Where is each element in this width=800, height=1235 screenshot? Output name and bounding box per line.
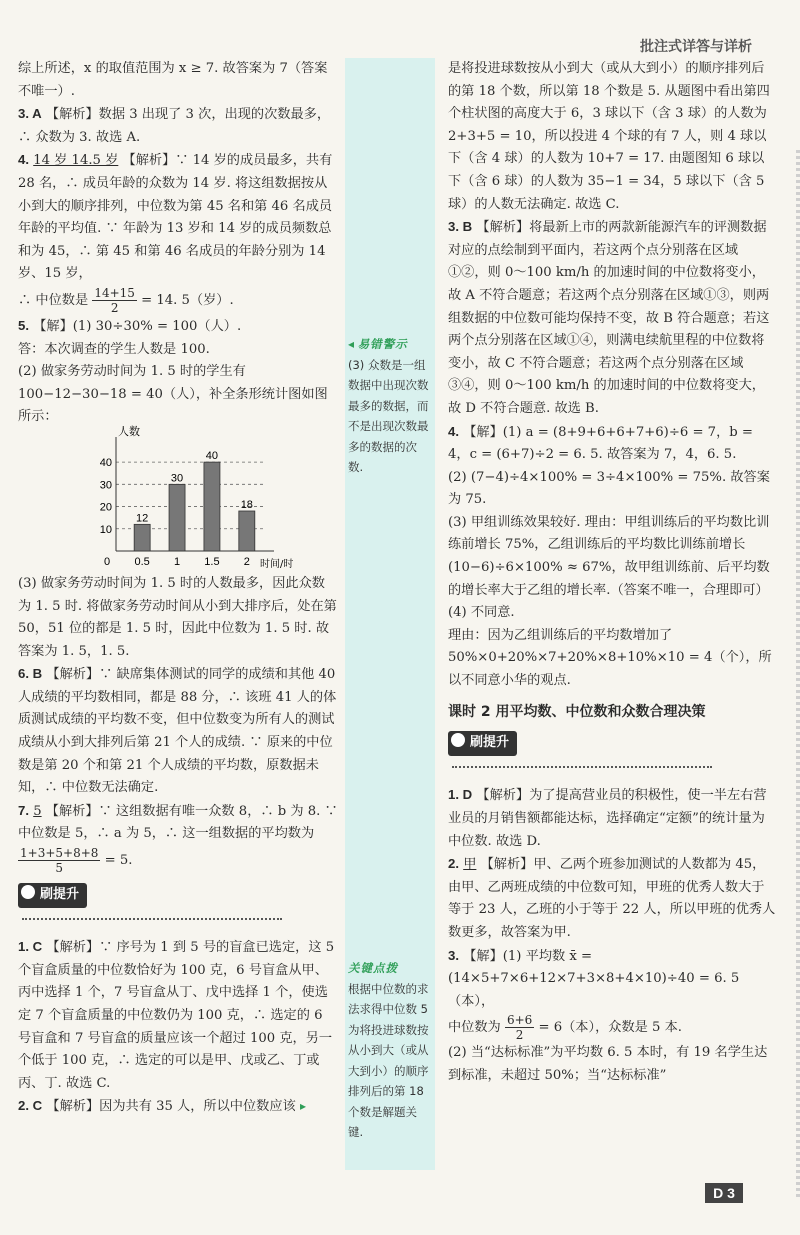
section-heading — [18, 883, 338, 930]
question-number: 4. — [448, 423, 459, 439]
page-header: 批注式详答与详析 — [640, 39, 752, 55]
y-tick-label: 20 — [99, 501, 112, 514]
arrow-icon: ▸ — [299, 1099, 306, 1114]
answer-text: 【解析】将最新上市的两款新能源汽车的评测数据对应的点绘制到平面内，若这两个点分别落在区域①②，则 0～100 km/h 的加速时间的中位数将变小，故 A 不符合题意；若这两个点分别落在区域①③，则两组数据的中位数可能均保持不变，故 B 符合题意；若这两个点分别落在区域①④，则满电续航里程的中位数将变小，故 C 不符合题意；若这两个点分别落在区域③④，则 0～100 km/h 的加速时间的中位数将变大，故 D 不符合题意. 故选 B. — [448, 220, 770, 416]
text-line: (2) 做家务劳动时间为 1. 5 时的学生有 100−12−30−18 = 40（人），补全条形统计图如图所示： — [18, 364, 328, 425]
question-number: 2. — [448, 856, 459, 872]
answer-text: 【解析】数据 3 出现了 3 次，出现的次数最多，∴ 众数为 3. 故选 A. — [18, 107, 331, 145]
page-number: D 3 — [705, 1183, 743, 1203]
lesson-title: 课时 2 用平均数、中位数和众数合理决策 — [448, 703, 706, 720]
x-axis-label: 时间/时 — [260, 558, 294, 570]
formula-prefix: 中位数为 — [448, 1020, 501, 1036]
answer-4 — [18, 149, 338, 286]
fraction-denominator: 2 — [515, 1028, 524, 1043]
formula-suffix: = 6（本），众数是 5 本. — [538, 1020, 682, 1036]
right-column — [448, 58, 776, 1088]
fraction-denominator: 2 — [110, 300, 119, 315]
question-number: 7. — [18, 802, 29, 818]
fraction-numerator: 1+3+5+8+8 — [20, 846, 99, 861]
question-number: 3. B — [448, 219, 473, 235]
x-tick-label: 0.5 — [134, 555, 150, 568]
bar — [204, 462, 220, 551]
x-tick-label: 2 — [243, 555, 250, 568]
answer-7 — [18, 800, 338, 875]
answer-4 — [448, 421, 776, 467]
formula-prefix: ∴ 中位数是 — [18, 292, 89, 308]
answer-text: 【解析】甲、乙两个班参加测试的人数都为 45，由甲、乙两班成绩的中位数可知，甲班的优秀人数大于等于 23 人，乙班的小于等于 22 人，所以甲班的优秀人数更多，故答案为甲. — [448, 857, 776, 940]
y-tick-label: 30 — [99, 479, 112, 492]
answer-fill: 甲 — [463, 857, 477, 873]
text-paragraph: 综上所述，x 的取值范围为 x ≥ 7. 故答案为 7（答案不唯一）. — [18, 61, 328, 99]
side-note-text: 根据中位数的求法求得中位数 5 为将投进球数按从小到大（或从大到小）的顺序排列后的第 18 个数是解题关键. — [348, 981, 429, 1139]
text-line: (3) 甲组训练效果较好. 理由：甲组训练后的平均数比训练前增长 75%，乙组训练后的平均数比训练前增长 (10−6)÷6×100% ≈ 67%，故甲组训练前、后平均数的增长率大于乙组的增长率.（答案不唯一，合理即可） — [448, 514, 770, 598]
fraction — [18, 846, 100, 875]
data-label: 40 — [205, 450, 219, 463]
text-paragraph: 是将投进球数按从小到大（或从大到小）的顺序排列后的第 18 个数，所以第 18 个数是 5. 从题图中看出第四个柱状图的高度大于 6，3 球以下（含 3 球）的人数为 2+3+5 = 10，所以投进 4 个球的有 7 人，则 4 球以下（含 4 球）的人数为 10+7 = 17. 由题图知 6 球以下（含 6 球）的人数为 35−1 = 34，5 球以下（含 5 球）的人数无法确定. 故选 C. — [448, 61, 770, 212]
answer-fill: 5 — [33, 803, 42, 819]
question-number: 3. A — [18, 106, 42, 122]
fraction — [92, 286, 137, 315]
bar — [134, 524, 150, 551]
origin-label: 0 — [104, 555, 111, 568]
bar-chart-svg — [88, 424, 294, 573]
section-badge: 刷提升 — [18, 883, 87, 908]
question-number: 2. C — [18, 1098, 43, 1114]
formula-suffix: = 5. — [104, 853, 133, 869]
text-line: 理由：因为乙组训练后的平均数增加了 50%×0+20%×7+20%×8+10%×10 = 4（个），所以不同意小华的观点. — [448, 627, 772, 689]
answer-6 — [18, 663, 338, 800]
answer-s2 — [448, 853, 776, 944]
answer-s1 — [448, 784, 776, 853]
page-edge — [796, 150, 800, 1200]
bar — [239, 511, 255, 551]
dotted-divider — [22, 918, 282, 920]
answer-text: 【解析】∵ 缺席集体测试的同学的成绩和其他 40 人成绩的平均数相同，都是 88 分，∴ 该班 41 人的体质测试成绩的平均数不变，但中位数变为所有人的测试成绩从小到大排列后第 21 个人的成绩. ∵ 原来的中位数是第 20 个和第 21 个人成绩的平均数，原数据未知，∴ 中位数无法确定. — [18, 667, 337, 796]
section-badge: 刷提升 — [448, 731, 517, 756]
answer-s1 — [18, 936, 338, 1095]
arrow-icon: ◂ — [348, 337, 355, 351]
median-formula — [18, 286, 338, 315]
dotted-divider — [452, 766, 712, 768]
x-tick-label: 1.5 — [204, 555, 220, 568]
formula-suffix: = 14. 5（岁）. — [141, 292, 234, 308]
text-line: (2) (7−4)÷4×100% = 3÷4×100% = 75%. 故答案为 75. — [448, 469, 770, 508]
question-number: 3. — [448, 947, 459, 963]
median-formula — [448, 1013, 776, 1042]
section-heading — [448, 731, 776, 778]
answer-text: 【解析】∵ 序号为 1 到 5 号的盲盒已选定，这 5 个盲盒质量的中位数恰好为 100 克，6 号盲盒从甲、丙中选择 1 个，7 号盲盒从丁、戊中选择 1 个，使选定 7 个盲盒质量的中位数仍为 100 克，∴ 选定的 6 号盲盒和 7 号盲盒的质量应该一个超过 100 克，另一个低于 100 克，∴ 选定的可以是甲、戊或乙、丁或丙、丁. 故选 C. — [18, 940, 335, 1091]
answer-text: 【解析】因为共有 35 人，所以中位数应该 — [46, 1099, 296, 1115]
answer-text: 【解析】∵ 这组数据有唯一众数 8，∴ b 为 8. ∵ 中位数是 5，∴ a 为 5，∴ 这一组数据的平均数为 — [18, 803, 338, 842]
data-label: 12 — [136, 512, 149, 525]
bar-chart — [88, 424, 294, 573]
side-note-text: (3) 众数是一组数据中出现次数最多的数据，而不是出现次数最多的数据的次数. — [348, 357, 429, 474]
answer-text: 【解】(1) 平均数 x̄ = (14×5+7×6+12×7+3×8+4×10)÷40 = 6. 5（本）， — [448, 948, 740, 1009]
answer-text: 【解】(1) a = (8+9+6+6+7+6)÷6 = 7，b = 4，c = (6+7)÷2 = 6. 5. 故答案为 7，4，6. 5. — [448, 424, 753, 463]
answer-s3 — [448, 945, 776, 1014]
x-tick-label: 1 — [173, 555, 181, 568]
fraction-denominator: 5 — [55, 861, 64, 876]
answer-3 — [448, 216, 776, 420]
answer-text: 【解析】为了提高营业员的积极性，使一半左右营业员的月销售额都能达标，选择确定“定额”的统计量为中位数. 故选 D. — [448, 788, 767, 849]
text-line: 答：本次调查的学生人数是 100. — [18, 341, 210, 357]
fraction — [505, 1013, 534, 1042]
question-number: 1. D — [448, 787, 473, 803]
data-label: 30 — [170, 472, 184, 485]
answer-5 — [18, 315, 338, 339]
text-line: (4) 不同意. — [448, 605, 515, 621]
side-note-warning — [348, 334, 432, 478]
side-note-key — [348, 958, 432, 1143]
y-tick-label: 10 — [99, 523, 112, 536]
question-number: 5. — [18, 317, 29, 333]
side-note-title: 关键点拨 — [348, 961, 398, 975]
question-number: 6. B — [18, 666, 43, 682]
answer-fill: 14 岁 14.5 岁 — [33, 153, 119, 169]
answer-text: 【解】(1) 30÷30% = 100（人）. — [33, 318, 242, 334]
left-column — [18, 58, 338, 1119]
data-label: 18 — [240, 498, 253, 511]
question-number: 4. — [18, 152, 29, 168]
question-number: 1. C — [18, 939, 43, 955]
fraction-numerator: 6+6 — [506, 1013, 533, 1028]
y-axis-label: 人数 — [118, 424, 140, 438]
text-line: (3) 做家务劳动时间为 1. 5 时的人数最多，因此众数为 1. 5 时. 将做家务劳动时间从小到大排序后，处在第 50，51 位的都是 1. 5 时，因此中位数为 1. 5 时. 故答案为 1. 5，1. 5. — [18, 575, 337, 659]
answer-text: 【解析】∵ 14 岁的成员最多，共有 28 名，∴ 成员年龄的众数为 14 岁. 将这组数据按从小到大的顺序排列，中位数为第 45 名和第 46 名成员年龄的平均值. ∵ 年龄为 13 岁和 14 岁的成员频数总和为 45，∴ 第 45 和第 46 名成员的年龄分别为 14 岁、15 岁， — [18, 153, 333, 282]
text-line: (2) 当“达标标准”为平均数 6. 5 本时，有 19 名学生达到标准，未超过 50%；当“达标标准” — [448, 1045, 768, 1083]
answer-s2 — [18, 1095, 338, 1119]
y-tick-label: 40 — [99, 457, 112, 470]
answer-3 — [18, 103, 338, 149]
side-title-text: 易错警示 — [357, 337, 408, 351]
fraction-numerator: 14+15 — [94, 285, 135, 300]
side-note-title — [348, 334, 432, 355]
bar — [169, 484, 185, 551]
